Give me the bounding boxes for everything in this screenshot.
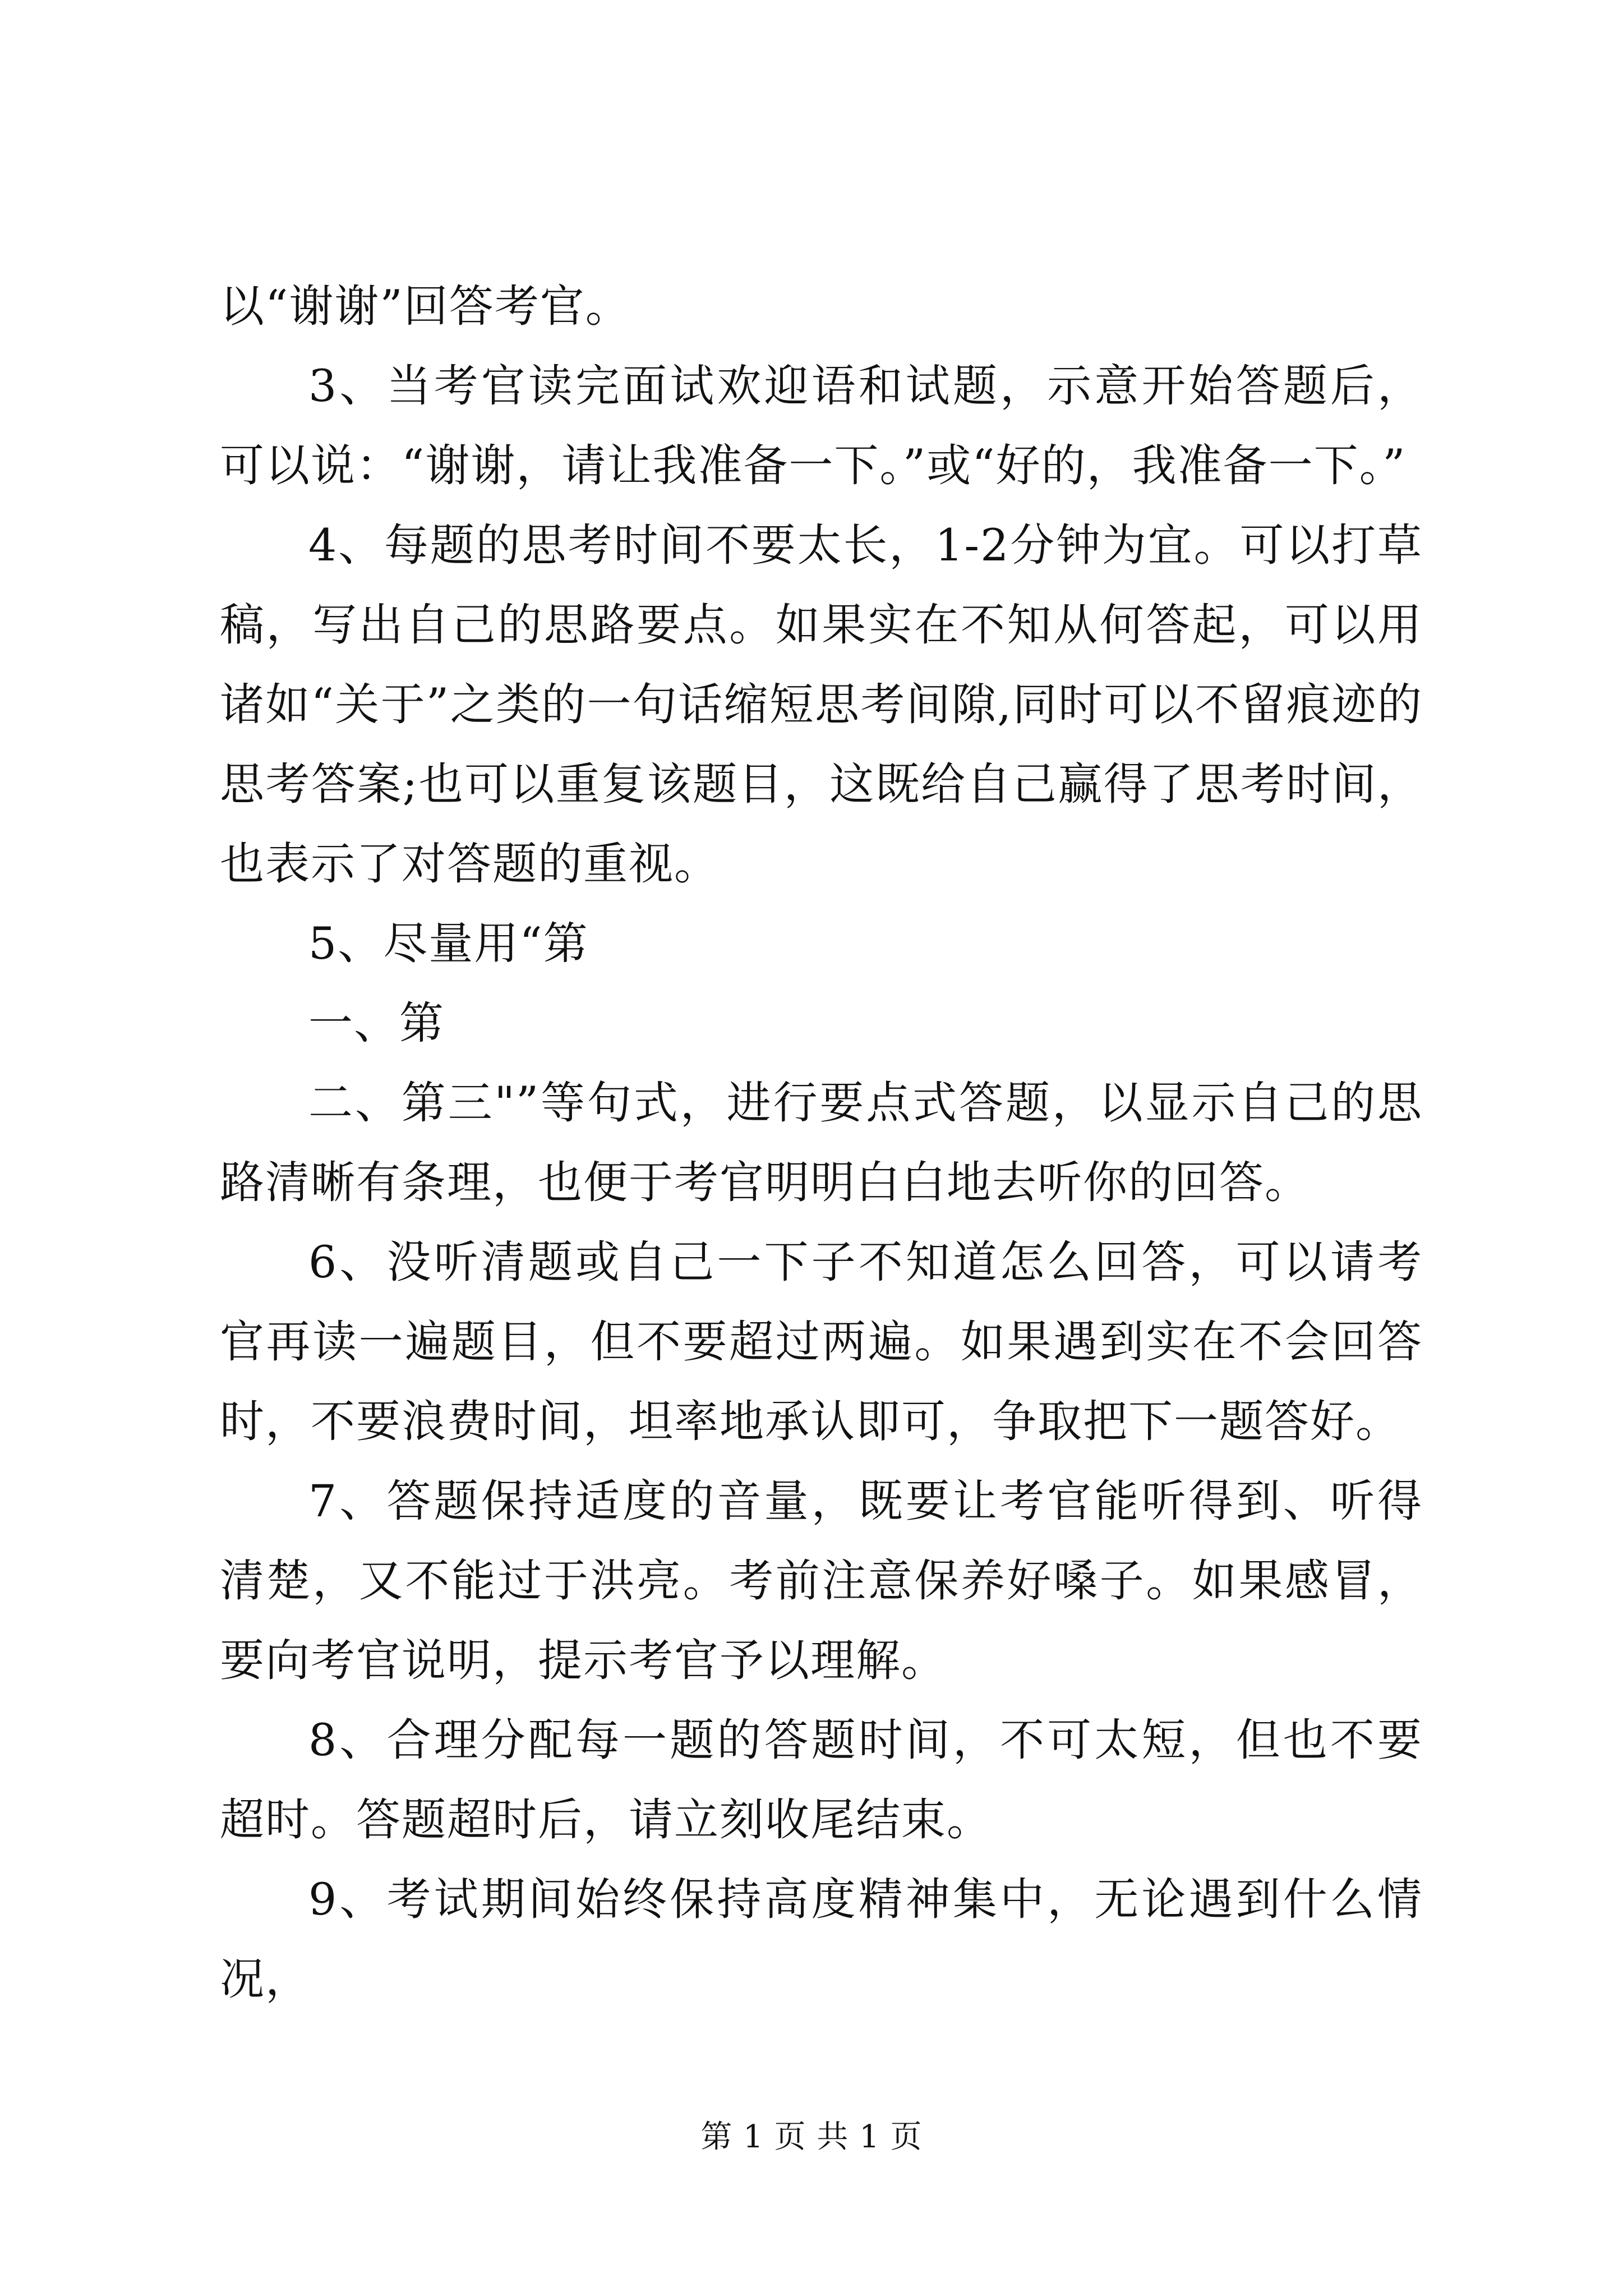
page-number-label: 第 1 页 共 1 页 (700, 2119, 923, 2155)
paragraph-4: 5、尽量用“第 (308, 918, 589, 969)
paragraph-6: 二、第三"”等句式，进行要点式答题，以显示自己的思路清晰有条理，也便于考官明明白白地去听你的回答。 (220, 1077, 1423, 1208)
page-footer (0, 2118, 1623, 2157)
paragraph-7: 6、没听清题或自己一下子不知道怎么回答，可以请考官再读一遍题目，但不要超过两遍。如果遇到实在不会回答时，不要浪费时间，坦率地承认即可，争取把下一题答好。 (220, 1236, 1423, 1447)
paragraph-9: 8、合理分配每一题的答题时间，不可太短，但也不要超时。答题超时后，请立刻收尾结束。 (220, 1714, 1423, 1846)
paragraph-8: 7、答题保持适度的音量，既要让考官能听得到、听得清楚，又不能过于洪亮。考前注意保养好嗓子。如果感冒，要向考官说明，提示考官予以理解。 (220, 1475, 1423, 1686)
paragraph-2: 3、当考官读完面试欢迎语和试题，示意开始答题后，可以说：“谢谢，请让我准备一下。”或“好的，我准备一下。” (220, 360, 1423, 491)
paragraph-10: 9、考试期间始终保持高度精神集中，无论遇到什么情况， (220, 1874, 1423, 2005)
document-body (220, 266, 1423, 2019)
paragraph-1: 以“谢谢”回答考官。 (220, 280, 631, 332)
paragraph-5: 一、第 (308, 997, 445, 1049)
paragraph-3: 4、每题的思考时间不要太长，1-2分钟为宜。可以打草稿，写出自己的思路要点。如果实在不知从何答起，可以用诸如“关于”之类的一句话缩短思考间隙,同时可以不留痕迹的思考答案;也可以重复该题目，这既给自己赢得了思考时间，也表示了对答题的重视。 (220, 519, 1423, 890)
